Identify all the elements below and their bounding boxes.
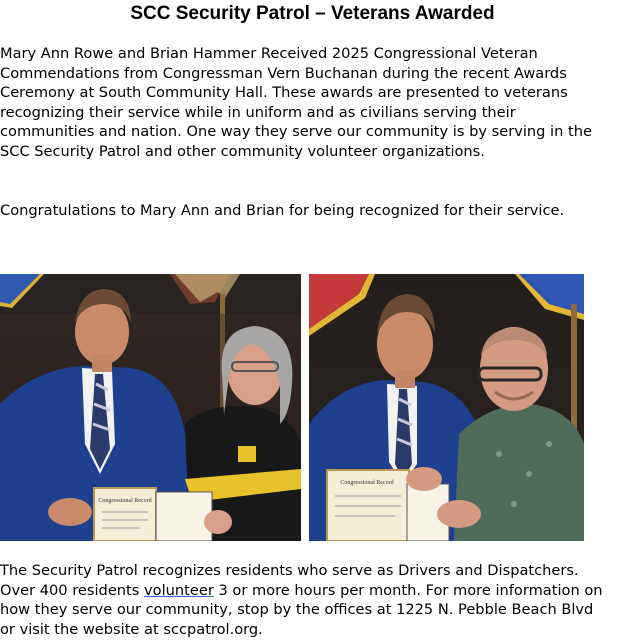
volunteer-underlined-word: volunteer <box>144 581 214 599</box>
certificate-text-2: Congressional Record <box>340 480 394 486</box>
volunteer-paragraph <box>0 561 612 639</box>
volunteer-text-before: The Security Patrol recognizes residents who serve as Drivers and Dispatchers. Over 400 residents <box>0 562 579 599</box>
award-photo-mary-ann <box>0 274 301 541</box>
page-title: SCC Security Patrol – Veterans Awarded <box>130 3 495 24</box>
intro-paragraph: Mary Ann Rowe and Brian Hammer Received 2025 Congressional Veteran Commendations from Congressman Vern Buchanan during the recent Awards Ceremony at South Community Hall. These awards are presented to veterans recognizing their service while in uniform and as civilians serving their communities and nation. One way they serve our community is by serving in the SCC Security Patrol and other community volunteer organizations. <box>0 45 592 160</box>
award-photo-brian <box>309 274 584 541</box>
volunteer-text-after: 3 or more hours per month. For more information on how they serve our community, stop by the offices at 1225 N. Pebble Beach Blvd or visit the website at sccpatrol.org. <box>0 581 603 638</box>
certificate-text-1: Congressional Record <box>98 498 152 504</box>
congratulations-paragraph: Congratulations to Mary Ann and Brian for being recognized for their service. <box>0 202 565 219</box>
